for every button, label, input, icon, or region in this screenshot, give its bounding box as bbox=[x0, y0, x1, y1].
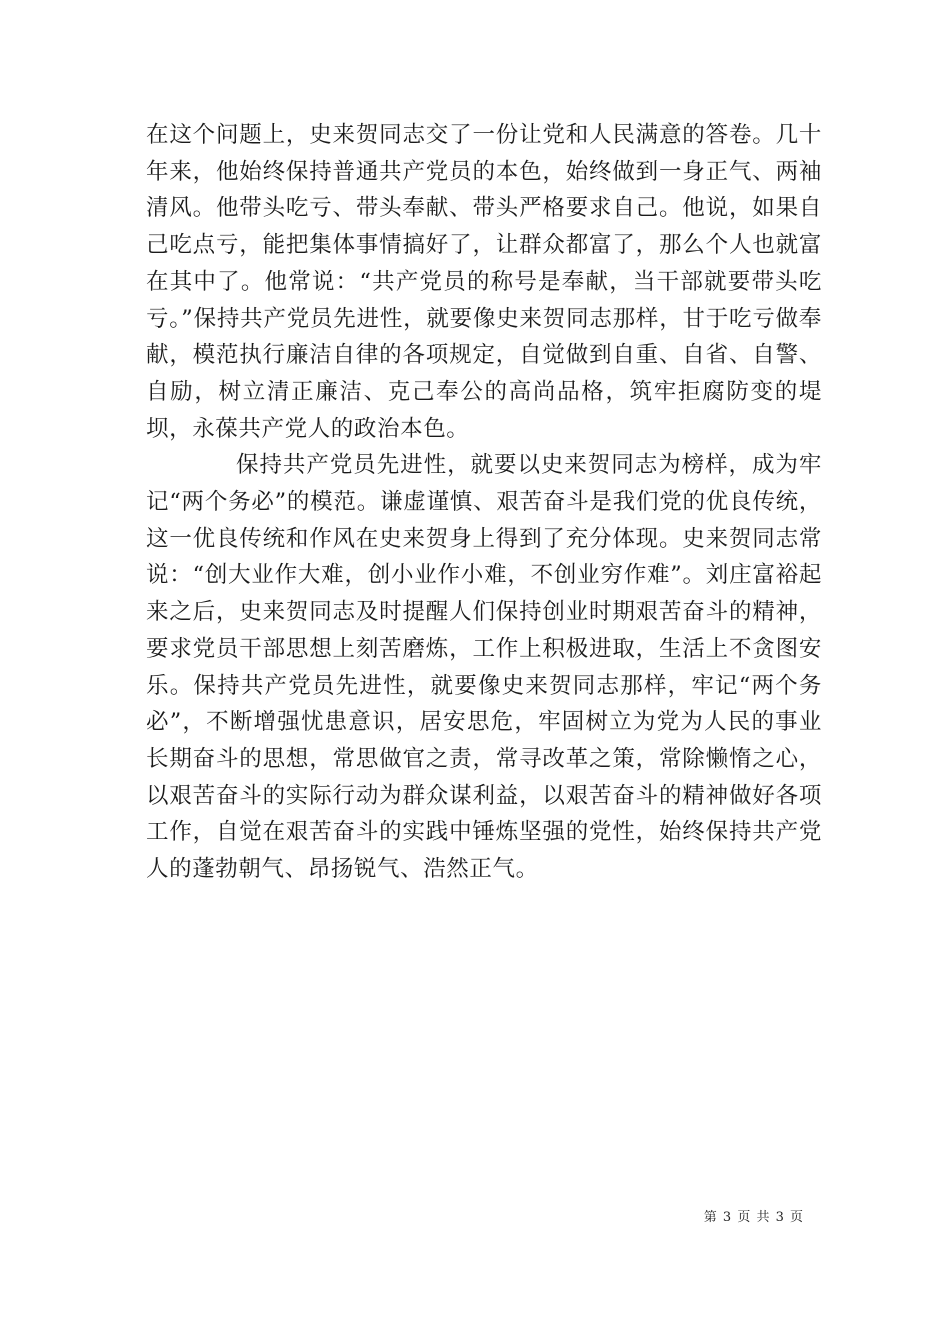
paragraph-2: 保持共产党员先进性，就要以史来贺同志为榜样，成为牢记“两个务必”的模范。谦虚谨慎、艰苦奋斗是我们党的优良传统，这一优良传统和作风在史来贺身上得到了充分体现。史来贺同志常说：“创大业作大难，创小业作小难，不创业穷作难”。刘庄富裕起来之后，史来贺同志及时提醒人们保持创业时期艰苦奋斗的精神，要求党员干部思想上刻苦磨炼，工作上积极进取，生活上不贪图安乐。保持共产党员先进性，就要像史来贺同志那样，牢记“两个务必”，不断增强忧患意识，居安思危，牢固树立为党为人民的事业长期奋斗的思想，常思做官之责，常寻改革之策，常除懒惰之心，以艰苦奋斗的实际行动为群众谋利益，以艰苦奋斗的精神做好各项工作，自觉在艰苦奋斗的实践中锤炼坚强的党性，始终保持共产党人的蓬勃朝气、昂扬锐气、浩然正气。 bbox=[146, 452, 822, 883]
document-body bbox=[146, 117, 822, 888]
page-number-footer: 第 3 页 共 3 页 bbox=[703, 1210, 804, 1225]
paragraph-1: 在这个问题上，史来贺同志交了一份让党和人民满意的答卷。几十年来，他始终保持普通共产党员的本色，始终做到一身正气、两袖清风。他带头吃亏、带头奉献、带头严格要求自己。他说，如果自己吃点亏，能把集体事情搞好了，让群众都富了，那么个人也就富在其中了。他常说：“共产党员的称号是奉献，当干部就要带头吃亏。”保持共产党员先进性，就要像史来贺同志那样，甘于吃亏做奉献，模范执行廉洁自律的各项规定，自觉做到自重、自省、自警、自励，树立清正廉洁、克己奉公的高尚品格，筑牢拒腐防变的堤坝，永葆共产党人的政治本色。 bbox=[146, 122, 822, 442]
